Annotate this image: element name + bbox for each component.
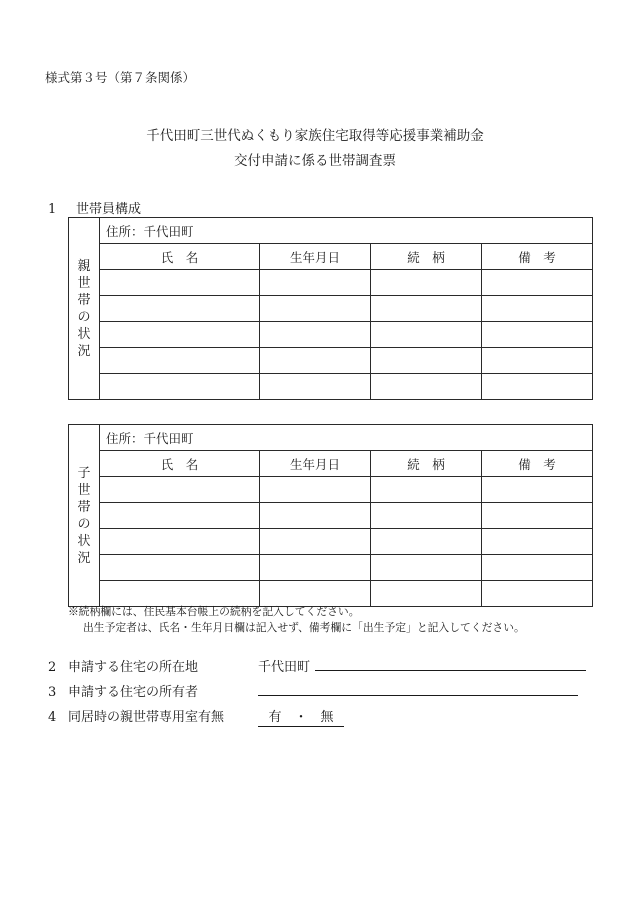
- birthdate-cell[interactable]: [260, 555, 371, 581]
- name-cell[interactable]: [100, 581, 260, 607]
- item-2-prefix: 千代田町: [258, 660, 311, 675]
- birthdate-cell[interactable]: [260, 477, 371, 503]
- header-remarks: 備 考: [482, 244, 593, 270]
- table-row: [69, 322, 593, 348]
- relationship-cell[interactable]: [371, 529, 482, 555]
- remarks-cell[interactable]: [482, 555, 593, 581]
- name-cell[interactable]: [100, 322, 260, 348]
- birthdate-cell[interactable]: [260, 529, 371, 555]
- section-1-heading: [48, 198, 141, 217]
- header-relationship: 続 柄: [371, 244, 482, 270]
- relationship-cell[interactable]: [371, 322, 482, 348]
- birthdate-cell[interactable]: [260, 348, 371, 374]
- child-address-cell: 住所：千代田町: [100, 425, 593, 451]
- section-1-label: 世帯員構成: [76, 202, 142, 217]
- remarks-cell[interactable]: [482, 581, 593, 607]
- table-row: [69, 581, 593, 607]
- name-cell[interactable]: [100, 270, 260, 296]
- relationship-cell[interactable]: [371, 270, 482, 296]
- header-birthdate: 生年月日: [260, 244, 371, 270]
- header-birthdate: 生年月日: [260, 451, 371, 477]
- name-cell[interactable]: [100, 477, 260, 503]
- remarks-cell[interactable]: [482, 374, 593, 400]
- item-2-label: 2 申請する住宅の所在地: [48, 660, 199, 675]
- relationship-cell[interactable]: [371, 477, 482, 503]
- header-relationship: 続 柄: [371, 451, 482, 477]
- name-cell[interactable]: [100, 374, 260, 400]
- child-household-table: [68, 424, 593, 607]
- room-availability-choice[interactable]: 有 ・ 無: [258, 706, 344, 727]
- header-name: 氏 名: [100, 451, 260, 477]
- child-household-side-label: 子 世 帯 の 状 況: [69, 425, 100, 607]
- relationship-cell[interactable]: [371, 503, 482, 529]
- parent-household-table: [68, 217, 593, 400]
- name-cell[interactable]: [100, 348, 260, 374]
- birthdate-cell[interactable]: [260, 374, 371, 400]
- table-row: [69, 555, 593, 581]
- note-relationship: ※続柄欄には、住民基本台帳上の続柄を記入してください。: [68, 605, 360, 618]
- form-number: 様式第３号（第７条関係）: [45, 70, 196, 85]
- remarks-cell[interactable]: [482, 270, 593, 296]
- parent-address-cell: 住所：千代田町: [100, 218, 593, 244]
- table-row: [69, 374, 593, 400]
- table-row: [69, 270, 593, 296]
- note-expected-birth: 出生予定者は、氏名・生年月日欄は記入せず、備考欄に「出生予定」と記入してください。: [83, 621, 525, 634]
- table-row: [69, 503, 593, 529]
- parent-household-side-label: 親 世 帯 の 状 況: [69, 218, 100, 400]
- birthdate-cell[interactable]: [260, 296, 371, 322]
- remarks-cell[interactable]: [482, 322, 593, 348]
- remarks-cell[interactable]: [482, 348, 593, 374]
- table-row: [69, 529, 593, 555]
- name-cell[interactable]: [100, 503, 260, 529]
- section-1-number: 1: [48, 202, 57, 217]
- relationship-cell[interactable]: [371, 581, 482, 607]
- relationship-cell[interactable]: [371, 555, 482, 581]
- birthdate-cell[interactable]: [260, 270, 371, 296]
- name-cell[interactable]: [100, 529, 260, 555]
- relationship-cell[interactable]: [371, 374, 482, 400]
- birthdate-cell[interactable]: [260, 503, 371, 529]
- remarks-cell[interactable]: [482, 503, 593, 529]
- table-row: [69, 477, 593, 503]
- item-4-label: 4 同居時の親世帯専用室有無: [48, 710, 225, 725]
- remarks-cell[interactable]: [482, 477, 593, 503]
- relationship-cell[interactable]: [371, 296, 482, 322]
- relationship-cell[interactable]: [371, 348, 482, 374]
- header-remarks: 備 考: [482, 451, 593, 477]
- remarks-cell[interactable]: [482, 529, 593, 555]
- name-cell[interactable]: [100, 296, 260, 322]
- document-subtitle: 交付申請に係る世帯調査票: [234, 153, 396, 169]
- header-name: 氏 名: [100, 244, 260, 270]
- item-3-label: 3 申請する住宅の所有者: [48, 685, 199, 700]
- table-row: [69, 296, 593, 322]
- birthdate-cell[interactable]: [260, 581, 371, 607]
- document-title: 千代田町三世代ぬくもり家族住宅取得等応援事業補助金: [146, 128, 484, 144]
- remarks-cell[interactable]: [482, 296, 593, 322]
- birthdate-cell[interactable]: [260, 322, 371, 348]
- name-cell[interactable]: [100, 555, 260, 581]
- table-row: [69, 348, 593, 374]
- item-3-input-line[interactable]: [258, 695, 578, 696]
- item-2-input-line[interactable]: [315, 670, 586, 671]
